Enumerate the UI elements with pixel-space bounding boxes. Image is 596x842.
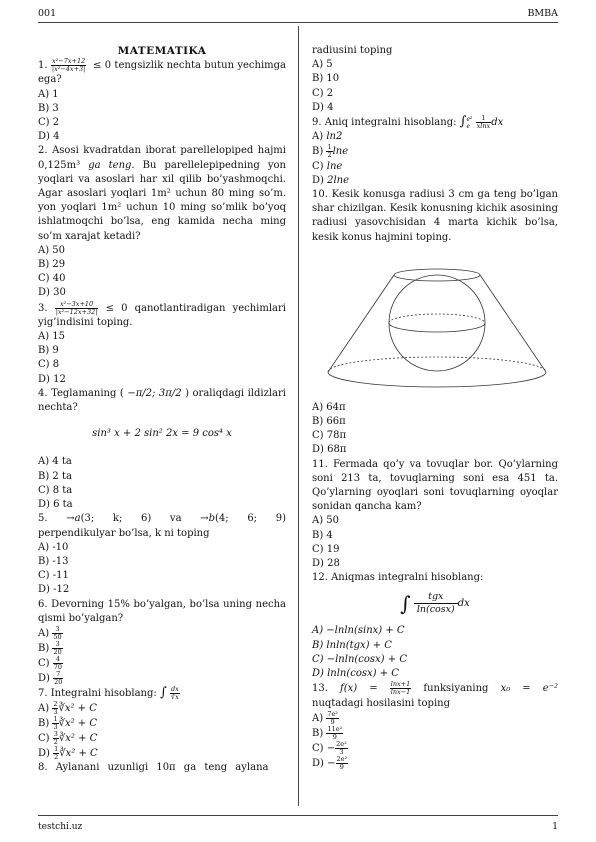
q6-option[interactable]	[38, 656, 286, 671]
question-9	[312, 115, 558, 130]
q2-text-b: ga teng.	[88, 159, 135, 171]
sphere-equator-back	[389, 314, 485, 323]
q13-option-label: B)	[312, 727, 324, 739]
q8-option[interactable]: D) 4	[312, 101, 334, 113]
header-page-number: 001	[38, 8, 57, 19]
q10-option[interactable]: B) 66π	[312, 416, 346, 428]
q7-option-label: B)	[38, 718, 50, 730]
q13-option-label: C)	[312, 742, 324, 754]
question-10: 10. Kesik konusga radiusi 3 cm ga teng bo’lgan shar chizilgan. Kesik konusning kichik asosining radiusi yasovchisidan 4 marta kichik bo’lsa, kesik konus hajmini toping.	[312, 189, 558, 243]
q13-text-b: funksiyaning	[423, 683, 489, 695]
q7-coef-denominator: 2	[53, 738, 58, 747]
footer-rule	[38, 815, 558, 816]
q6-denominator: 20	[54, 677, 63, 686]
q7-coef-denominator: 2	[54, 753, 59, 762]
q8-option[interactable]: C) 2	[312, 87, 334, 99]
footer-site: testchi.uz	[38, 822, 83, 832]
q7-option-rest: ∛x² + C	[59, 748, 98, 760]
q3-option[interactable]: C) 8	[38, 359, 60, 371]
q13-sign: −	[326, 742, 336, 754]
q5-vector-a-name: a	[74, 513, 81, 525]
q10-option[interactable]: D) 68π	[312, 444, 347, 456]
q13-ans-denominator: 3	[339, 747, 344, 756]
q3-fraction	[55, 301, 99, 316]
q12-numerator: tgx	[414, 591, 458, 604]
q2-text-a: 2. Asosi kvadratdan iborat parellelopiped hajmi 0,125m³	[38, 145, 286, 171]
q9-text: 9. Aniq integralni hisoblang:	[312, 117, 457, 129]
q2-option[interactable]: D) 30	[38, 287, 66, 299]
page-title: MATEMATIKA	[117, 45, 207, 57]
column-divider	[298, 26, 299, 806]
q7-coef-numerator: 2	[53, 700, 58, 709]
question-7: 7. Integralni hisoblang: ∫ $\frac{dx}{∛x}$	[38, 684, 179, 701]
inscribed-sphere	[389, 275, 485, 371]
footer-page-number: 1	[552, 822, 558, 832]
q9-option-label: A)	[312, 131, 324, 143]
q3-option[interactable]: B) 9	[38, 345, 59, 357]
q4-option[interactable]: A) 4 ta	[38, 456, 72, 468]
q2-option[interactable]: B) 29	[38, 259, 66, 271]
q11-option[interactable]: B) 4	[312, 529, 333, 541]
question-5	[38, 512, 286, 540]
q12-option[interactable]: B) lnln(tgx) + C	[312, 639, 392, 651]
q3-denominator: |x²−12x+32|	[55, 307, 98, 316]
q2-option[interactable]: A) 50	[38, 244, 66, 256]
large-base-front	[328, 372, 546, 387]
question-1	[38, 58, 286, 87]
large-base-back	[328, 357, 546, 372]
q7-option[interactable]	[38, 716, 286, 731]
q4-text-a: 4. Teglamaning (	[38, 387, 124, 399]
q4-option[interactable]: D) 6 ta	[38, 499, 73, 511]
q1-relation: ≤	[93, 60, 102, 72]
q13-option[interactable]	[312, 756, 558, 771]
q13-ans-numerator: 7e²	[327, 709, 338, 718]
q6-option-label: C)	[38, 657, 50, 669]
question-12: 12. Aniqmas integralni hisoblang:	[312, 572, 484, 584]
q4-option[interactable]: B) 2 ta	[38, 470, 72, 482]
q5-coords-b: (4; 6; 9)	[215, 513, 286, 525]
q7-option-label: D)	[38, 748, 50, 760]
q12-option[interactable]: C) −lnln(cosx) + C	[312, 653, 407, 665]
integral-sign-icon: ∫	[400, 591, 411, 616]
question-4	[38, 387, 286, 415]
q13-sign: −	[327, 757, 336, 769]
q7-option-label: A)	[38, 703, 50, 715]
q13-ans-denominator: 9	[330, 717, 335, 726]
q13-ans-denominator: 9	[332, 732, 337, 741]
q5-option[interactable]: A) -10	[38, 541, 69, 553]
q3-option[interactable]: D) 12	[38, 373, 66, 385]
q7-option-rest: ∛x² + C	[58, 733, 98, 745]
q7-integrand-numerator: dx	[170, 684, 179, 693]
q9-option-label: C)	[312, 160, 324, 172]
q7-option[interactable]	[38, 746, 286, 761]
q6-option[interactable]	[38, 641, 286, 656]
cone-generatrix-left	[328, 275, 394, 372]
q5-number: 5.	[38, 513, 48, 525]
q7-option-rest: ∛x² + C	[58, 718, 97, 730]
q6-option[interactable]	[38, 671, 286, 686]
q10-option[interactable]: C) 78π	[312, 430, 347, 442]
q9-option-value: lne	[332, 146, 349, 158]
q9-coef-denominator: 2	[327, 151, 332, 160]
q13-point: x₀ = e⁻²	[500, 683, 558, 695]
q9-option-label: B)	[312, 146, 324, 158]
q12-integral	[312, 591, 558, 616]
q1-numerator: x²−7x+12	[51, 57, 86, 66]
q5-vector-a: →a	[66, 513, 81, 525]
q7-coef-numerator: 1	[53, 715, 58, 724]
q6-numerator: 3	[52, 641, 62, 649]
q3-number: 3.	[38, 302, 48, 314]
q12-dx: dx	[457, 598, 470, 610]
q13-ans-numerator: 2e²	[336, 754, 348, 763]
question-8: 8. Aylanani uzunligi 10π ga teng aylana	[38, 762, 269, 774]
q6-option-label: B)	[38, 642, 50, 654]
q7-option[interactable]	[38, 701, 286, 716]
cone-generatrix-right	[480, 275, 546, 372]
q9-coef-numerator: 1	[327, 143, 332, 152]
page-header	[38, 8, 558, 20]
question-11: 11. Fermada qo’y va tovuqlar bor. Qo’ylarning soni 213 ta, tovuqlarning soni esa 451 ta. Qo’ylarning oyoqlari soni tovuqlarning oyoqlar sonidan qancha kam?	[312, 458, 558, 513]
question-3	[38, 301, 286, 330]
q13-option-label: A)	[312, 712, 324, 724]
q5-option[interactable]: D) -12	[38, 584, 70, 596]
q6-option[interactable]	[38, 626, 286, 641]
q1-option[interactable]: B) 3	[38, 102, 59, 114]
q7-coef-numerator: 3	[53, 730, 58, 739]
q4-interval: −π/2; 3π/2	[127, 387, 182, 399]
sphere-equator-front	[389, 323, 485, 332]
q5-text: perpendikulyar bo’lsa, k ni toping	[38, 527, 210, 539]
q13-option[interactable]	[312, 726, 558, 741]
q6-option-label: A)	[38, 627, 50, 639]
q13-denominator: lnx−1	[390, 688, 411, 697]
q1-option[interactable]: A) 1	[38, 88, 59, 100]
q5-conjunction: va	[169, 513, 182, 525]
q9-option-label: D)	[312, 174, 324, 186]
q11-option[interactable]: A) 50	[312, 515, 340, 527]
q10-option[interactable]: A) 64π	[312, 401, 346, 413]
q6-numerator: 4	[53, 656, 63, 664]
q2-text-c: Bu parellelepipedning yon yoqlari va asoslari har xil qilib bo’yashmoqchi. Agar asoslari yoqlari 1m² uchun 80 ming so’m. yon yoqlari 1m² uchun 10 ming so’mlik bo’yoq ishlatmoqchi bo’lsa, eng kamida necha ming so’m xarajat ketadi?	[38, 159, 286, 242]
q7-coef-numerator: 1	[54, 745, 59, 754]
q12-denominator: ln(cosx)	[416, 604, 455, 616]
q9-option-value: 2lne	[327, 174, 350, 186]
q13-text-c: nuqtadagi hosilasini toping	[312, 697, 450, 709]
q4-equation: sin³ x + 2 sin² 2x = 9 cos⁴ x	[92, 428, 232, 440]
q13-function: f(x) =	[340, 683, 378, 695]
q1-option[interactable]: D) 4	[38, 131, 60, 143]
q9-option-value: lne	[326, 160, 343, 172]
q3-option[interactable]: A) 15	[38, 331, 66, 343]
q6-numerator: 7	[53, 671, 63, 679]
q7-text: 7. Integralni hisoblang:	[38, 687, 157, 699]
q6-denominator: 20	[53, 647, 62, 656]
q9-integrand-numerator: 1	[476, 115, 492, 123]
q1-text: 0 tengsizlik nechta butun yechimga ega?	[38, 60, 286, 86]
header-label: BMBA	[527, 8, 558, 19]
q9-upper-limit: e²	[466, 115, 473, 123]
q7-coef-denominator: 3	[53, 723, 58, 732]
right-column	[312, 44, 558, 771]
q4-option[interactable]: C) 8 ta	[38, 484, 73, 496]
q1-denominator: |x²−4x+3|	[51, 65, 86, 74]
q7-coef-denominator: 3	[53, 708, 58, 717]
q4-text-b: ) oraliqdagi ildizlari nechta?	[38, 387, 286, 414]
q7-option[interactable]	[38, 731, 286, 746]
q9-option-value: ln2	[326, 131, 343, 143]
q2-option[interactable]: C) 40	[38, 273, 66, 285]
left-column	[38, 44, 286, 775]
q3-text: ≤ 0 qanotlantiradigan yechimlari yig’indisini toping.	[38, 302, 286, 328]
q9-option[interactable]	[312, 174, 558, 188]
q9-dx: dx	[491, 117, 504, 129]
q12-option[interactable]: A) −lnln(sinx) + C	[312, 625, 405, 637]
q9-lower-limit: e	[466, 122, 470, 130]
q7-option-rest: ∛x² + C	[58, 703, 97, 715]
q9-integrand-denominator: xlnx	[476, 122, 491, 131]
question-2	[38, 144, 286, 243]
question-13	[312, 681, 558, 710]
q13-numerator: lnx+1	[390, 680, 411, 689]
q6-option-label: D)	[38, 672, 50, 684]
q13-ans-numerator: 2e²	[336, 739, 347, 748]
question-6: 6. Devorning 15% bo’yalgan, bo’lsa uning necha qismi bo’yalgan?	[38, 598, 286, 624]
truncated-cone-sphere-figure	[322, 255, 552, 395]
q1-number: 1.	[38, 60, 48, 72]
q5-vector-b-name: b	[208, 513, 216, 525]
q13-option[interactable]	[312, 711, 558, 726]
q6-denominator: 70	[53, 662, 63, 671]
q1-option[interactable]: C) 2	[38, 117, 60, 129]
q3-numerator: x²−3x+10	[55, 301, 99, 309]
q1-fraction	[51, 58, 86, 73]
q13-ans-denominator: 9	[339, 762, 344, 771]
q6-denominator: 50	[53, 632, 62, 641]
q8-continuation: radiusini toping	[312, 45, 393, 56]
q13-option[interactable]	[312, 741, 558, 756]
q12-option[interactable]: D) lnln(cosx) + C	[312, 668, 399, 680]
q8-option[interactable]: A) 5	[312, 59, 333, 71]
q13-number: 13.	[312, 683, 328, 695]
header-rule	[38, 22, 558, 23]
q9-option[interactable]	[312, 160, 558, 174]
q13-option-label: D)	[312, 757, 324, 769]
q11-option[interactable]: C) 19	[312, 543, 340, 555]
q5-coords-a: (3; k; 6)	[80, 513, 152, 525]
q13-ans-numerator: 11e²	[327, 724, 343, 733]
q6-numerator: 3	[52, 626, 62, 634]
integral-sign-icon: ∫	[459, 114, 467, 130]
q9-option[interactable]	[312, 144, 558, 159]
q8-option[interactable]: B) 10	[312, 73, 340, 85]
q7-option-label: C)	[38, 733, 50, 745]
q5-vector-b: →b	[200, 513, 216, 525]
q9-option[interactable]	[312, 130, 558, 144]
q5-option[interactable]: C) -11	[38, 570, 69, 582]
q11-option[interactable]: D) 28	[312, 558, 340, 570]
q7-integrand-denominator: ∛x	[170, 692, 179, 701]
q5-option[interactable]: B) -13	[38, 555, 69, 567]
